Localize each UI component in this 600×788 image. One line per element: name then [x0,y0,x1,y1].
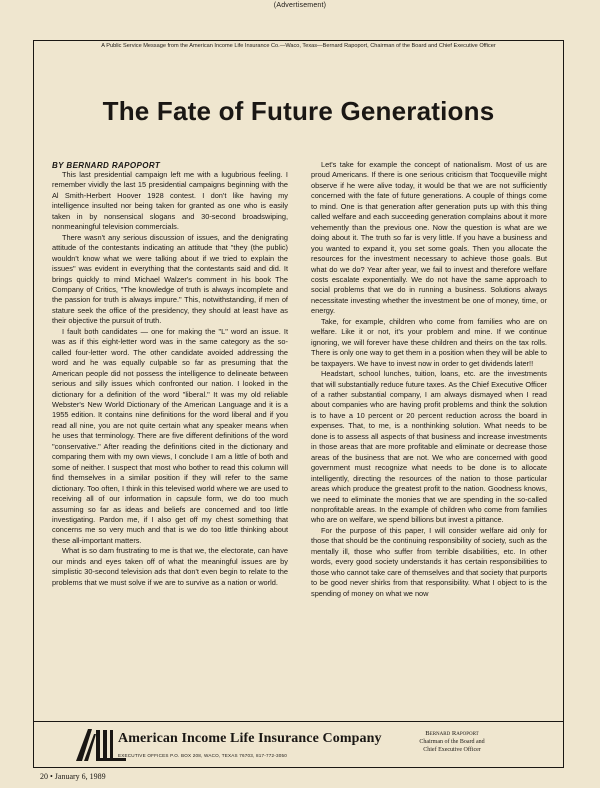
byline: BY BERNARD RAPOPORT [52,161,161,170]
executive-offices: EXECUTIVE OFFICES P.O. BOX 208, WACO, TEXAS 76703, 817-772-3050 [118,753,288,758]
signatory-title: Chairman of the Board and [419,739,485,745]
psa-line: A Public Service Message from the American Income Life Insurance Co.—Waco, Texas—Bernard Rapoport, Chairman of the Board and Chief Executive Officer [101,43,496,49]
signatory-block [397,730,507,754]
paragraph: Headstart, school lunches, tuition, loans, etc. are the investments that will substantially reduce future taxes. As the Chief Executive Officer of a rather substantial company, I am always dismayed when I read about companies who are having profit problems and think the solution is to have a 10 percent or 20 percent reduction across the board in expenses. That, to me, is a nonthinking solution. What needs to be done is to assess all aspects of that business and increase investments in those areas that are more profitable and eliminate or decrease those areas of the business that are not. We who are concerned with good government must recognize what needs to be done is to allocate intelligently, directing the resources of the nation to those particular areas which produce the greatest profit to the nation. Goodness knows, we need to eliminate the monies that we are spending in the so-called nonprofitable areas. In the example of children who come from families who are on welfare, we spend billions but invest a pittance. [311,369,547,525]
paragraph: What is so darn frustrating to me is that we, the electorate, can have our minds and eyes taken off of what the meaningful issues are by simplistic 30-second television ads that don't even begin to relate to the problems that we must solve if we are to survive as a nation or world. [52,546,288,587]
paragraph: For the purpose of this paper, I will consider welfare aid only for those that should be the continuing responsibility of society, such as the mentally ill, those who suffer from terrible disabilities, etc. In other words, every good society understands it has certain responsibilities to those who cannot take care of themselves and that society that purports to be good never shirks from that responsibility. What I object to is the spending of money on what we now [311,525,547,598]
advertisement-tag: (Advertisement) [273,2,327,9]
paragraph: Let's take for example the concept of nationalism. Most of us are proud Americans. If there is one serious criticism that Tocqueville might observe if he were alive today, it would be that we are not sufficiently concerned with the fate of future generations. A couple of things come to mind. One is that generation after generation puts up with this thing called welfare and each succeeding generation complains about it more vehemently than the previous one. Now the question is what are we doing about it. The truth so far is very little. If you have a business and you wanted to expand it, you set some goals. Then you allocate the resources for the investment necessary to achieve those goals. But what do we do? Year after year, we fail to invest and therefore welfare costs escalate exponentially. We do not have the same approach to social problems that we do in running a business. Solutions always necessitate investing whether the investment be one of money, time, or energy. [311,160,547,316]
page-footer: 20 • January 6, 1989 [40,772,106,781]
signatory-name: Bernard Rapoport [425,730,479,737]
right-column [311,160,547,712]
headline: The Fate of Future Generations [102,96,495,126]
paragraph: I fault both candidates — one for making the "L" word an issue. It was as if this eight-letter word was in the same category as the so-called four-letter word. The other candidate avoided addressing the word and he was equally culpable so far as presuming that the American people did not possess the intelligence to delineate between serious and silly issues which confronted our nation. I looked in the dictionary for a definition of the word "liberal." It was my old reliable Webster's New World Dictionary of the American Language and it is a 1955 edition. It contains nine definitions for the word liberal and if you read all nine, you are not quite certain what any speaker means when he uses that terminology. There are five different definitions of the word "conservative." After reading the definitions cited in the dictionary and comparing them with my own views, I conclude I am a little of both and some of neither. I suspect that most who bother to read this column will find themselves in a similar position if they will refer to the same dictionary. Too often, I think in this televised world where we are used to receiving all of our information in capsule form, we do too much assuming so far as ideas and beliefs are concerned and too little investigating. Pardon me, if I also get off my chest something that concerns me so very much and that is we do too little thinking about these all-important matters. [52,326,288,545]
company-name: American Income Life Insurance Company [118,731,382,746]
signatory-title: Chief Executive Officer [423,747,481,753]
company-footer [33,722,564,768]
left-column [52,170,288,722]
paragraph: This last presidential campaign left me with a lugubrious feeling. I remember vividly the last 15 presidential campaigns beginning with the Al Smith-Herbert Hoover 1928 contest. I don't like having my intelligence insulted nor being taken for granted as one who is easily taken in by nonsensical slogans and 30-second broadswiping, nonmeaningful television commercials. [52,170,288,232]
paragraph: There wasn't any serious discussion of issues, and the denigrating attitude of the contestants indicating an attitude that "they (the public) wouldn't know what we were talking about if we tried to explain the issues" was evident in everything that the contestants said and did. It brings quickly to mind Michael Walzer's comment in his book The Company of Critics, "The knowledge of truth is always incomplete and the passion for truth is always impure." This, notwithstanding, if men of stature seek the office of the presidency, they should at least have as their objective the pursuit of truth. [52,232,288,326]
paragraph: Take, for example, children who come from families who are on welfare. Like it or not, it's your problem and mine. If we continue ignoring, we will forever have these children and theirs on the tax rolls. There is only one way to get them in a position when they will be able to be taxpayers. We have to invest now in order to get dividends later!! [311,316,547,368]
